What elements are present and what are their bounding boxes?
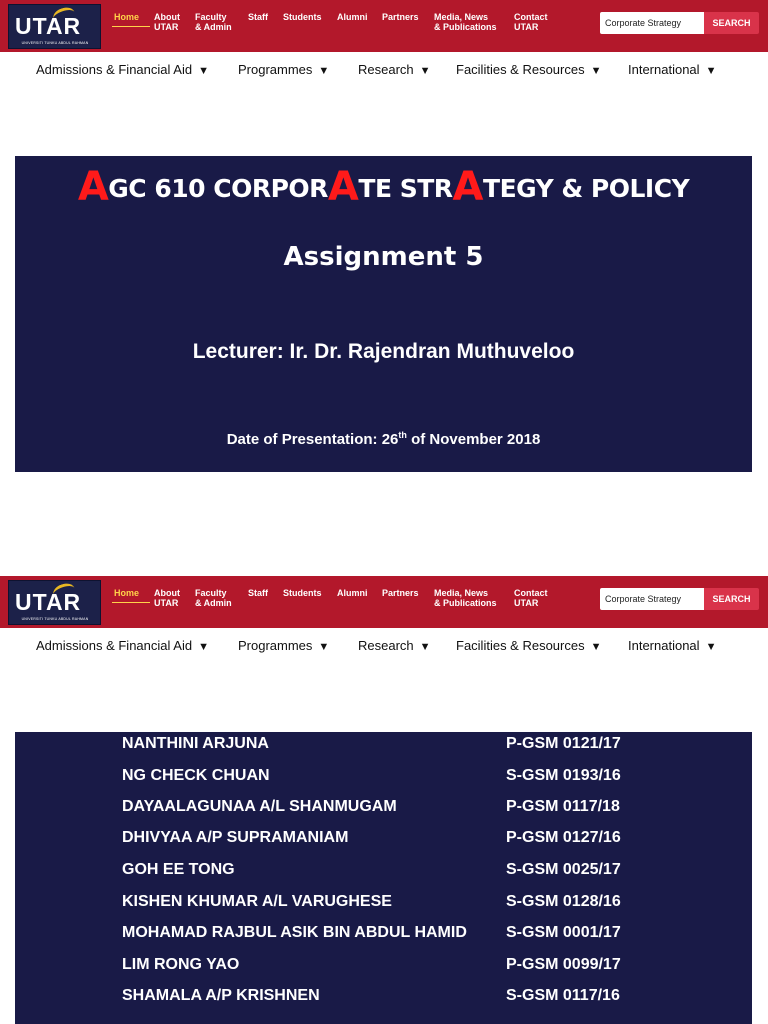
nav-staff[interactable]: Staff	[248, 588, 268, 598]
member-id: P-GSM 0127/16	[506, 829, 621, 846]
nav-students[interactable]: Students	[283, 588, 322, 598]
subnav-research[interactable]	[358, 638, 431, 653]
subnav-international[interactable]	[628, 62, 716, 77]
subnav-facilities[interactable]	[456, 638, 602, 653]
dropdown-arrow-icon: ▼	[590, 65, 602, 77]
subnav-international-label: International	[628, 62, 700, 77]
member-row	[15, 893, 752, 923]
secondary-nav	[0, 52, 768, 86]
search-button[interactable]: SEARCH	[704, 12, 759, 34]
member-name: KISHEN KHUMAR A/L VARUGHESE	[122, 893, 392, 910]
member-row	[15, 987, 752, 1017]
nav-home[interactable]: Home	[114, 12, 140, 22]
top-header-repeat	[0, 576, 768, 628]
member-name: MOHAMAD RAJBUL ASIK BIN ABDUL HAMID	[122, 924, 467, 941]
nav-media-news[interactable]: Media, News & Publications	[434, 12, 497, 32]
dropdown-arrow-icon: ▼	[705, 65, 717, 77]
title-segment: TE STR	[358, 174, 453, 203]
member-id: P-GSM 0121/17	[506, 735, 621, 752]
subnav-programmes[interactable]	[238, 62, 329, 77]
logo-subtitle: UNIVERSITI TUNKU ABDUL RAHMAN	[21, 41, 89, 45]
logo-text: UTAR	[15, 589, 82, 615]
member-row	[15, 735, 752, 765]
title-segment: TEGY & POLICY	[483, 174, 690, 203]
member-name: SHAMALA A/P KRISHNEN	[122, 987, 320, 1004]
top-header	[0, 0, 768, 52]
subnav-programmes-label: Programmes	[238, 638, 313, 653]
dropdown-arrow-icon: ▼	[590, 641, 602, 653]
member-id: S-GSM 0128/16	[506, 893, 621, 910]
title-letter-a: A	[452, 164, 484, 210]
title-segment: GC 610 CORPOR	[108, 174, 328, 203]
subnav-admissions-label: Admissions & Financial Aid	[36, 62, 193, 77]
dropdown-arrow-icon: ▼	[318, 65, 330, 77]
utar-logo[interactable]	[8, 580, 101, 625]
logo-subtitle: UNIVERSITI TUNKU ABDUL RAHMAN	[21, 617, 89, 621]
member-name: NANTHINI ARJUNA	[122, 735, 269, 752]
member-id: S-GSM 0193/16	[506, 767, 621, 784]
member-row	[15, 829, 752, 859]
subnav-admissions[interactable]	[36, 638, 209, 653]
member-name: DHIVYAA A/P SUPRAMANIAM	[122, 829, 349, 846]
member-name: NG CHECK CHUAN	[122, 767, 270, 784]
member-name: DAYAALAGUNAA A/L SHANMUGAM	[122, 798, 397, 815]
member-id: S-GSM 0117/16	[506, 987, 620, 1004]
member-name: GOH EE TONG	[122, 861, 235, 878]
nav-home[interactable]: Home	[114, 588, 140, 598]
member-row	[15, 924, 752, 954]
nav-about-utar[interactable]: About UTAR	[154, 12, 180, 32]
subnav-facilities-label: Facilities & Resources	[456, 62, 585, 77]
member-id: P-GSM 0099/17	[506, 956, 621, 973]
member-row	[15, 956, 752, 986]
nav-partners[interactable]: Partners	[382, 12, 419, 22]
member-id: S-GSM 0025/17	[506, 861, 621, 878]
member-row	[15, 861, 752, 891]
nav-alumni[interactable]: Alumni	[337, 588, 368, 598]
nav-home-underline	[112, 602, 150, 603]
member-row	[15, 798, 752, 828]
date-superscript: th	[398, 430, 407, 440]
nav-media-news[interactable]: Media, News & Publications	[434, 588, 497, 608]
group-members-slide	[15, 732, 752, 1024]
search-button[interactable]: SEARCH	[704, 588, 759, 610]
date-prefix: Date of Presentation: 26	[226, 431, 399, 448]
dropdown-arrow-icon: ▼	[419, 65, 431, 77]
dropdown-arrow-icon: ▼	[705, 641, 717, 653]
subnav-research-label: Research	[358, 638, 414, 653]
course-title	[15, 164, 752, 210]
nav-partners[interactable]: Partners	[382, 588, 419, 598]
subnav-research-label: Research	[358, 62, 414, 77]
assignment-heading: Assignment 5	[283, 242, 484, 272]
nav-staff[interactable]: Staff	[248, 12, 268, 22]
nav-faculty-admin[interactable]: Faculty & Admin	[195, 12, 232, 32]
subnav-research[interactable]	[358, 62, 431, 77]
member-name: LIM RONG YAO	[122, 956, 240, 973]
subnav-facilities[interactable]	[456, 62, 602, 77]
subnav-international-label: International	[628, 638, 700, 653]
subnav-programmes[interactable]	[238, 638, 329, 653]
member-row	[15, 767, 752, 797]
subnav-admissions[interactable]	[36, 62, 209, 77]
utar-logo[interactable]	[8, 4, 101, 49]
lecturer-line: Lecturer: Ir. Dr. Rajendran Muthuveloo	[192, 340, 575, 363]
secondary-nav-repeat	[0, 628, 768, 662]
title-slide	[15, 156, 752, 472]
subnav-international[interactable]	[628, 638, 716, 653]
title-letter-a: A	[77, 164, 109, 210]
member-id: S-GSM 0001/17	[506, 924, 621, 941]
nav-contact-utar[interactable]: Contact UTAR	[514, 588, 548, 608]
member-id: P-GSM 0117/18	[506, 798, 620, 815]
dropdown-arrow-icon: ▼	[198, 641, 209, 653]
subnav-admissions-label: Admissions & Financial Aid	[36, 638, 193, 653]
nav-students[interactable]: Students	[283, 12, 322, 22]
dropdown-arrow-icon: ▼	[198, 65, 209, 77]
search-input[interactable]	[600, 12, 704, 34]
nav-alumni[interactable]: Alumni	[337, 12, 368, 22]
nav-contact-utar[interactable]: Contact UTAR	[514, 12, 548, 32]
dropdown-arrow-icon: ▼	[419, 641, 431, 653]
date-suffix: of November 2018	[406, 431, 541, 448]
subnav-facilities-label: Facilities & Resources	[456, 638, 585, 653]
nav-faculty-admin[interactable]: Faculty & Admin	[195, 588, 232, 608]
nav-about-utar[interactable]: About UTAR	[154, 588, 180, 608]
presentation-date	[15, 430, 752, 448]
logo-text: UTAR	[15, 13, 82, 39]
subnav-programmes-label: Programmes	[238, 62, 313, 77]
nav-home-underline	[112, 26, 150, 27]
title-letter-a: A	[327, 164, 359, 210]
search-input[interactable]	[600, 588, 704, 610]
dropdown-arrow-icon: ▼	[318, 641, 330, 653]
